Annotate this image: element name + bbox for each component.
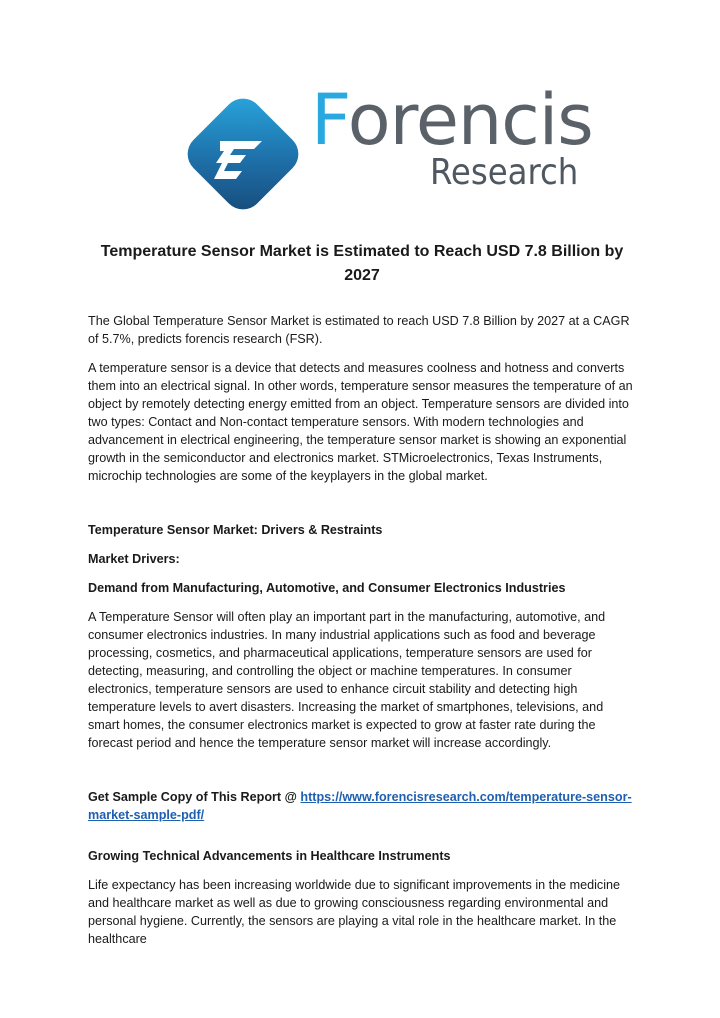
brand-name-initial: F [311, 79, 348, 161]
brand-name-rest: orencis [347, 79, 593, 161]
spacer [88, 763, 636, 788]
forencis-diamond-mark-icon [180, 91, 306, 217]
intro-paragraph: The Global Temperature Sensor Market is estimated to reach USD 7.8 Billion by 2027 at a CAGR of 5.7%, predicts forencis research (FSR). [88, 314, 630, 346]
sample-report-link[interactable]: https://www.forencisresearch.com/temperature-sensor-market-sample-pdf/ [88, 790, 632, 822]
driver2-paragraph: Life expectancy has been increasing worldwide due to significant improvements in the medicine and healthcare market as well as due to growing consciousness regarding environmental and personal hygiene. Currently, the sensors are playing a vital role in the healthcare market. In the healthcare [88, 878, 621, 946]
spacer [88, 496, 636, 521]
driver2-heading: Growing Technical Advancements in Healthcare Instruments [88, 849, 451, 863]
driver1-paragraph: A Temperature Sensor will often play an important part in the manufacturing, automotive, and consumer electronics industries. In many industrial applications such as food and beverage processing, cosmetics, and pharmaceutical applications, temperature sensors are used for detecting, measuring, and controlling the object or machine temperatures. In consumer electronics, temperature sensors are used to enhance circuit stability and detecting high temperature levels to avert disasters. Increasing the market of smartphones, televisions, and smart homes, the consumer electronics market is expected to grow at faster rate during the forecast period and hence the temperature sensor market will increase accordingly. [88, 610, 606, 750]
section-heading: Temperature Sensor Market: Drivers & Restraints [88, 523, 383, 537]
page-title: Temperature Sensor Market is Estimated to Reach USD 7.8 Billion by 2027 [100, 243, 624, 284]
drivers-heading: Market Drivers: [88, 552, 180, 566]
driver1-heading: Demand from Manufacturing, Automotive, and Consumer Electronics Industries [88, 581, 566, 595]
sample-copy-label: Get Sample Copy of This Report @ [88, 790, 301, 804]
sample-copy-line [88, 788, 636, 824]
brand-subtitle: Research [430, 152, 579, 193]
forencis-logo [180, 79, 593, 230]
spacer [88, 835, 636, 847]
definition-paragraph: A temperature sensor is a device that detects and measures coolness and hotness and converts them into an electrical signal. In other words, temperature sensor measures the temperature of an object by remotely detecting energy emitted from an object. Temperature sensors are divided into two types: Contact and Non-contact temperature sensors. With modern technologies and advancement in electrical engineering, the temperature sensor market is showing an exponential growth in the semiconductor and electronics market. STMicroelectronics, Texas Instruments, microchip technologies are some of the keyplayers in the global market. [88, 361, 633, 483]
brand-name [311, 79, 593, 161]
article-body [88, 240, 636, 959]
